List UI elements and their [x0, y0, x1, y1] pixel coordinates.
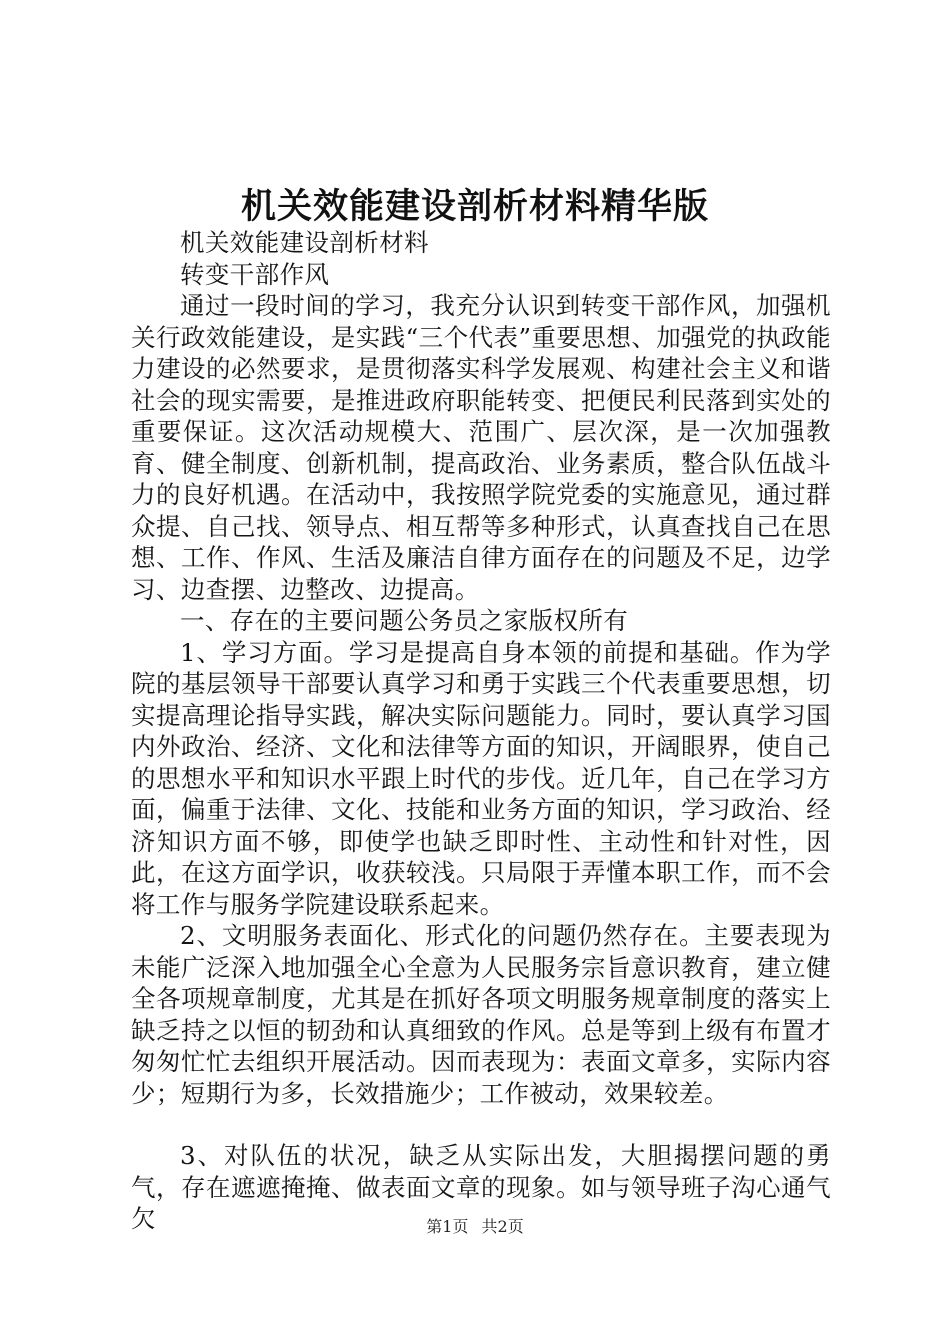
page-total: 共2页: [481, 1217, 524, 1236]
service-paragraph: 2、文明服务表面化、形式化的问题仍然存在。主要表现为未能广泛深入地加强全心全意为人民服务宗旨意识教育，建立健全各项规章制度，尤其是在抓好各项文明服务规章制度的落实上缺乏持之以恒的韧劲和认真细致的作风。总是等到上级有布置才匆匆忙忙去组织开展活动。因而表现为：表面文章多，实际内容少；短期行为多，长效措施少；工作被动，效果较差。: [131, 921, 831, 1108]
page-footer: [0, 1216, 950, 1238]
team-paragraph: 3、对队伍的状况，缺乏从实际出发，大胆揭摆问题的勇气，存在遮遮掩掩、做表面文章的现象。如与领导班子沟心通气欠: [131, 1141, 831, 1233]
subtitle-paragraph: 机关效能建设剖析材料: [180, 228, 429, 257]
document-body: [131, 212, 831, 1235]
intro-paragraph: 通过一段时间的学习，我充分认识到转变干部作风，加强机关行政效能建设，是实践“三个代表”重要思想、加强党的执政能力建设的必然要求，是贯彻落实科学发展观、构建社会主义和谐社会的现实需要，是推进政府职能转变、把便民利民落到实处的重要保证。这次活动规模大、范围广、层次深，是一次加强教育、健全制度、创新机制，提高政治、业务素质，整合队伍战斗力的良好机遇。在活动中，我按照学院党委的实施意见，通过群众提、自己找、领导点、相互帮等多种形式，认真查找自己在思想、工作、作风、生活及廉洁自律方面存在的问题及不足，边学习、边查摆、边整改、边提高。: [131, 291, 831, 604]
problems-heading: 一、存在的主要问题公务员之家版权所有: [180, 606, 629, 635]
document-title: 机关效能建设剖析材料精华版: [240, 186, 709, 227]
study-paragraph: 1、学习方面。学习是提高自身本领的前提和基础。作为学院的基层领导干部要认真学习和勇于实践三个代表重要思想，切实提高理论指导实践，解决实际问题能力。同时，要认真学习国内外政治、经济、文化和法律等方面的知识，开阔眼界，使自己的思想水平和知识水平跟上时代的步伐。近几年，自己在学习方面，偏重于法律、文化、技能和业务方面的知识，学习政治、经济知识方面不够，即使学也缺乏即时性、主动性和针对性，因此，在这方面学识，收获较浅。只局限于弄懂本职工作，而不会将工作与服务学院建设联系起来。: [131, 637, 831, 919]
section-heading: 转变干部作风: [180, 259, 330, 289]
page-number: 第1页: [426, 1217, 469, 1236]
